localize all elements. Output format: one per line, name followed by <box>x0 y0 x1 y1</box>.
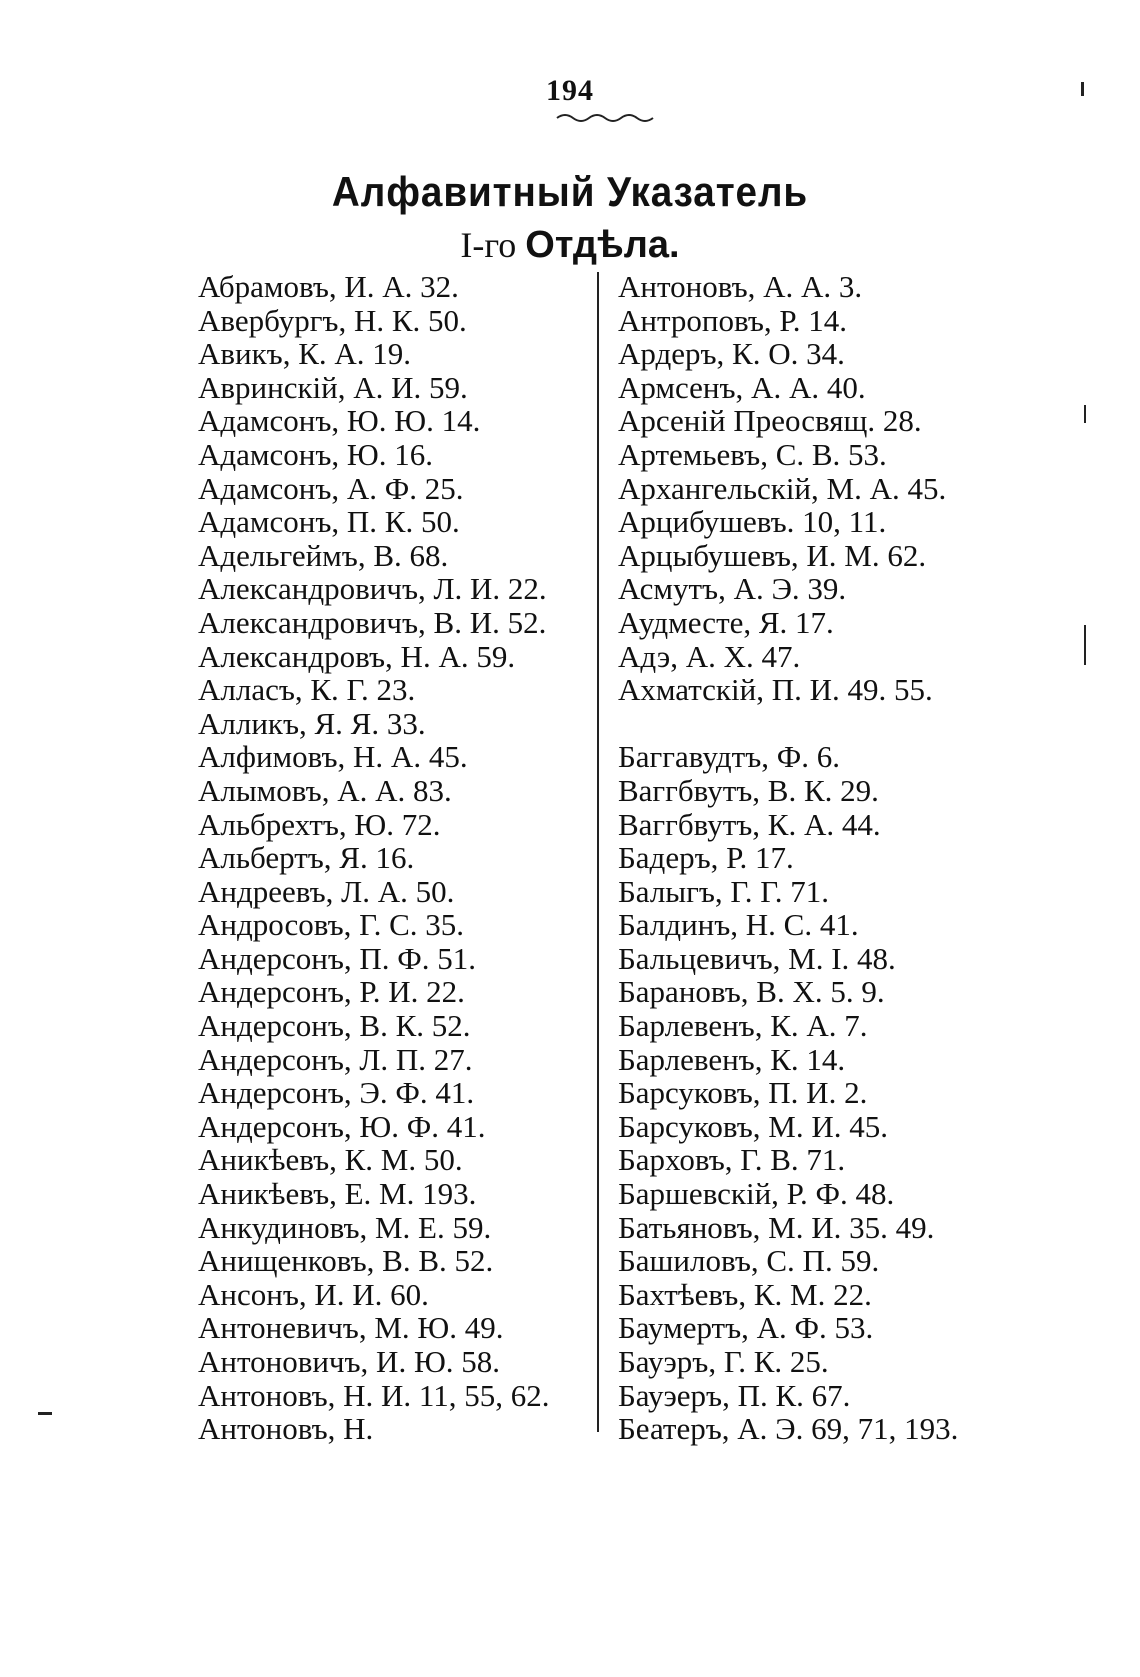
left-index-entry: Алликъ, Я. Я. 33. <box>198 705 426 741</box>
left-index-entry: Альбрехтъ, Ю. 72. <box>198 806 441 842</box>
right-index-entry: Аудместе, Я. 17. <box>618 604 834 640</box>
right-index-entry: Баумертъ, А. Ф. 53. <box>618 1310 874 1346</box>
left-index-entry: Авринскій, А. И. 59. <box>198 369 468 405</box>
left-index-entry: Антоновъ, Н. И. 11, 55, 62. <box>198 1377 550 1413</box>
left-index-entry: Андреевъ, Л. А. 50. <box>198 873 455 909</box>
right-column <box>618 270 1038 1446</box>
left-index-entry: Аникѣевъ, Е. М. 193. <box>198 1176 477 1212</box>
left-index-entry: Аникѣевъ, К. М. 50. <box>198 1142 463 1178</box>
right-index-entry: Барановъ, В. Х. 5. 9. <box>618 974 885 1010</box>
right-index-entry: Бальцевичъ, М. І. 48. <box>618 940 896 976</box>
right-index-entry: Бадеръ, Р. 17. <box>618 840 794 876</box>
right-index-entry: Арсеній Преосвящ. 28. <box>618 403 922 439</box>
right-index-entry: Армсенъ, А. А. 40. <box>618 369 866 405</box>
left-index-entry: Алфимовъ, Н. А. 45. <box>198 739 468 775</box>
right-index-entry: Бауэръ, Г. К. 25. <box>618 1344 829 1379</box>
column-divider <box>597 272 599 1432</box>
right-index-entry: Арцибушевъ. 10, 11. <box>618 504 887 540</box>
left-index-entry: Андросовъ, Г. С. 35. <box>198 907 465 943</box>
subtitle-word: Отдѣла. <box>525 224 680 266</box>
left-index-entry: Антоневичъ, М. Ю. 49. <box>198 1310 504 1346</box>
right-index-entry: Барсуковъ, П. И. 2. <box>618 1075 868 1111</box>
right-index-entry: Барховъ, Г. В. 71. <box>618 1142 846 1178</box>
left-index-entry: Андерсонъ, Э. Ф. 41. <box>198 1075 475 1111</box>
left-index-entry: Александровичъ, Л. И. 22. <box>198 571 547 607</box>
left-index-entry: Александровичъ, В. И. 52. <box>198 604 547 640</box>
left-index-entry: Абрамовъ, И. А. 32. <box>198 269 459 304</box>
index-title: Алфавитный Указатель <box>331 168 809 215</box>
left-index-entry: Андерсонъ, Р. И. 22. <box>198 974 465 1010</box>
right-index-entry: Барлевенъ, К. А. 7. <box>618 1008 868 1044</box>
right-index-entry: Барсуковъ, М. И. 45. <box>618 1108 888 1144</box>
margin-mark-top-right <box>1081 82 1084 96</box>
left-index-entry: Антоновъ, Н. <box>198 1411 374 1447</box>
right-index-entry: Ардеръ, К. О. 34. <box>618 336 845 372</box>
left-index-entry: Александровъ, Н. А. 59. <box>198 638 516 674</box>
left-index-entry: Адамсонъ, П. К. 50. <box>198 504 460 540</box>
right-index-entry: Барлевенъ, К. 14. <box>618 1041 846 1077</box>
left-index-entry: Авербургъ, Н. К. 50. <box>198 302 467 338</box>
left-index-entry: Адамсонъ, А. Ф. 25. <box>198 470 464 506</box>
right-index-entry: Балдинъ, Н. С. 41. <box>618 907 859 943</box>
right-index-entry: Ахматскій, П. И. 49. 55. <box>618 672 933 708</box>
margin-mark-right-2 <box>1084 625 1086 665</box>
index-subtitle <box>0 224 1140 267</box>
right-index-entry: Арцыбушевъ, И. М. 62. <box>618 537 927 573</box>
subtitle-prefix: I-го <box>460 225 517 265</box>
left-index-entry: Андерсонъ, Ю. Ф. 41. <box>198 1108 486 1144</box>
right-index-entry: Бауэеръ, П. К. 67. <box>618 1377 851 1413</box>
right-index-entry: Архангельскій, М. А. 45. <box>618 470 947 506</box>
right-index-entry: Ваггбвутъ, К. А. 44. <box>618 806 881 842</box>
right-index-entry: Батьяновъ, М. И. 35. 49. <box>618 1209 935 1245</box>
right-index-entry: Адэ, А. Х. 47. <box>618 638 801 674</box>
right-index-entry: Баршевскій, Р. Ф. 48. <box>618 1176 895 1212</box>
page-number-ornament <box>555 110 655 124</box>
left-column <box>198 270 588 1446</box>
page-number: 194 <box>546 74 594 107</box>
right-index-entry: Антоновъ, А. А. 3. <box>618 269 863 304</box>
right-section-gap <box>618 707 1038 741</box>
left-index-entry: Андерсонъ, Л. П. 27. <box>198 1041 473 1077</box>
left-index-entry: Адамсонъ, Ю. 16. <box>198 436 434 472</box>
right-index-entry: Башиловъ, С. П. 59. <box>618 1243 880 1279</box>
left-index-entry: Альбертъ, Я. 16. <box>198 840 415 876</box>
left-index-entry: Адамсонъ, Ю. Ю. 14. <box>198 403 481 439</box>
right-index-entry: Бахтѣевъ, К. М. 22. <box>618 1276 872 1312</box>
right-index-entry: Антроповъ, Р. 14. <box>618 302 848 338</box>
margin-mark-right-1 <box>1084 405 1086 423</box>
left-index-entry: Анищенковъ, В. В. 52. <box>198 1243 494 1279</box>
right-index-entry: Беатеръ, А. Э. 69, 71, 193. <box>618 1411 959 1447</box>
right-index-entry: Асмутъ, А. Э. 39. <box>618 571 847 607</box>
right-index-entry: Артемьевъ, С. В. 53. <box>618 436 887 472</box>
left-index-entry: Ансонъ, И. И. 60. <box>198 1276 429 1312</box>
right-index-entry: Балыгъ, Г. Г. 71. <box>618 873 829 909</box>
margin-mark-left <box>38 1412 52 1415</box>
left-index-entry: Антоновичъ, И. Ю. 58. <box>198 1344 501 1379</box>
left-index-entry: Алымовъ, А. А. 83. <box>198 772 452 808</box>
left-index-entry: Авикъ, К. А. 19. <box>198 336 412 372</box>
left-index-entry: Алласъ, К. Г. 23. <box>198 672 416 708</box>
right-index-entry: Баггавудтъ, Ф. 6. <box>618 739 840 775</box>
left-index-entry: Анкудиновъ, М. Е. 59. <box>198 1209 492 1245</box>
right-index-entry: Ваггбвутъ, В. К. 29. <box>618 772 879 808</box>
left-index-entry: Адельгеймъ, В. 68. <box>198 537 449 573</box>
left-index-entry: Андерсонъ, В. К. 52. <box>198 1008 471 1044</box>
left-index-entry: Андерсонъ, П. Ф. 51. <box>198 940 477 976</box>
